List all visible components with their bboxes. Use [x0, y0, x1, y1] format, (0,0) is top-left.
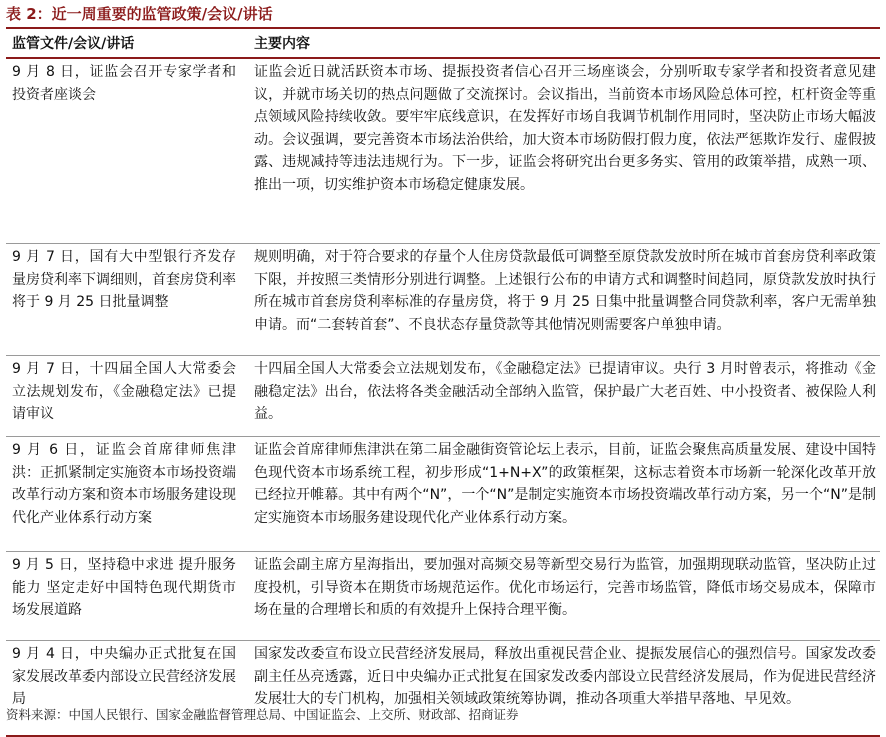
table-row: [6, 59, 880, 244]
table-header: [6, 29, 880, 59]
row-content: 十四届全国人大常委会立法规划发布，《金融稳定法》已提请审议。央行 3 月时曾表示，将推动《金融稳定法》出台，依法将各类金融活动全部纳入监管，保护最广大老百姓、中小投资者、被保险人利益。: [254, 361, 876, 423]
row-content: 证监会副主席方星海指出，要加强对高频交易等新型交易行为监管，加强期现联动监管，坚决防止过度投机，引导资本在期货市场规范运作。优化市场运行，完善市场监管，降低市场交易成本，保障市场在量的合理增长和质的有效提升上保持合理平衡。: [254, 557, 876, 619]
row-content: 规则明确，对于符合要求的存量个人住房贷款最低可调整至原贷款发放时所在城市首套房贷利率政策下限，并按照三类情形分别进行调整。上述银行公布的申请方式和调整时间趋同，原贷款发放时执行所在城市首套房贷利率标准的存量房贷，将于 9 月 25 日集中批量调整合同贷款利率，客户无需单独申请。而“二套转首套”、不良状态存量贷款等其他情况则需要客户单独申请。: [254, 249, 876, 333]
header-content-column: 主要内容: [254, 36, 310, 52]
row-event: 9 月 7 日，十四届全国人大常委会立法规划发布，《金融稳定法》已提请审议: [12, 361, 236, 423]
source-note: 资料来源：中国人民银行、国家金融监督管理总局、中国证监会、上交所、财政部、招商证券: [6, 707, 519, 722]
row-event: 9 月 7 日，国有大中型银行齐发存量房贷利率下调细则，首套房贷利率将于 9 月 25 日批量调整: [12, 249, 236, 311]
row-content: 国家发改委宣布设立民营经济发展局，释放出重视民营企业、提振发展信心的强烈信号。国家发改委副主任丛亮透露，近日中央编办正式批复在国家发改委内部设立民营经济发展局，作为促进民营经济发展壮大的专门机构，加强相关领域政策统筹协调，推动各项重大举措早落地、早见效。: [254, 646, 876, 708]
row-content: 证监会近日就活跃资本市场、提振投资者信心召开三场座谈会，分别听取专家学者和投资者意见建议，并就市场关切的热点问题做了交流探讨。会议指出，当前资本市场风险总体可控，杠杆资金等重点领域风险持续收敛。要牢牢底线意识，在发挥好市场自我调节机制作用同时，坚决防止市场大幅波动。会议强调，要完善资本市场法治供给，加大资本市场防假打假力度，依法严惩欺诈发行、虚假披露、违规减持等违法违规行为。下一步，证监会将研究出台更多务实、管用的政策举措，成熟一项、推出一项，切实维护资本市场稳定健康发展。: [254, 64, 876, 193]
policy-table: [6, 27, 880, 737]
table-title: 表 2：近一周重要的监管政策/会议/讲话: [6, 5, 273, 23]
row-content: 证监会首席律师焦津洪在第二届金融街资管论坛上表示，目前，证监会聚焦高质量发展、建设中国特色现代资本市场系统工程，初步形成“1+N+X”的政策框架，这标志着资本市场新一轮深化改革开放已经拉开帷幕。其中有两个“N”，一个“N”是制定实施资本市场投资端改革行动方案，另一个“N”是制定实施资本市场服务建设现代化产业体系行动方案。: [254, 442, 876, 526]
table-row: [6, 356, 880, 437]
header-event-column: 监管文件/会议/讲话: [12, 36, 135, 52]
table-row: [6, 244, 880, 356]
row-event: 9 月 6 日，证监会首席律师焦津洪：正抓紧制定实施资本市场投资端改革行动方案和资本市场服务建设现代化产业体系行动方案: [12, 442, 236, 526]
row-event: 9 月 5 日，坚持稳中求进 提升服务能力 坚定走好中国特色现代期货市场发展道路: [12, 557, 236, 619]
table-row: [6, 437, 880, 552]
table-row: [6, 552, 880, 641]
row-event: 9 月 8 日，证监会召开专家学者和投资者座谈会: [12, 64, 236, 103]
row-event: 9 月 4 日，中央编办正式批复在国家发展改革委内部设立民营经济发展局: [12, 646, 236, 708]
